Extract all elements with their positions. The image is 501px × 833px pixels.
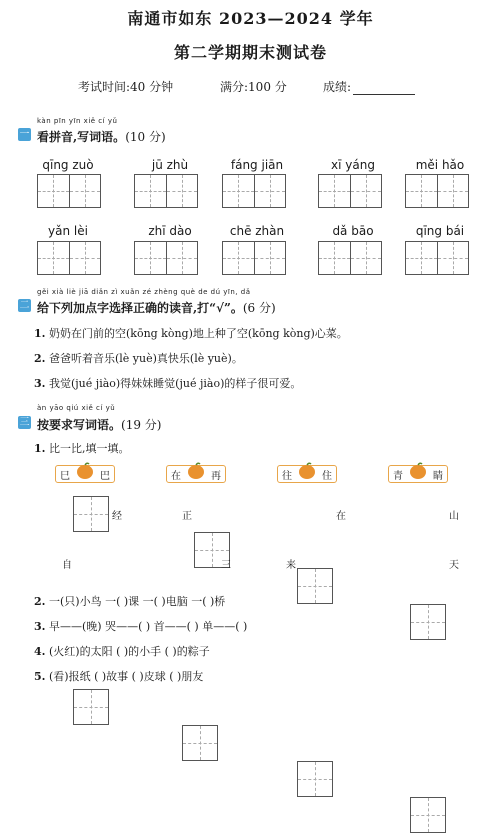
char-b: 巴 <box>100 470 110 482</box>
write-box-b4[interactable] <box>410 797 446 833</box>
word-char-a1: 经 <box>112 511 122 522</box>
word-char-a2: 正 <box>182 511 192 522</box>
char-b: 住 <box>322 470 332 482</box>
q-text: 我觉(jué jiào)得妹妹睡觉(jué jiào)的样子很可爱。 <box>48 377 302 390</box>
compare-pair-4 <box>388 465 448 483</box>
section3-heading <box>37 416 161 433</box>
exam-total-score: 满分:100 分 <box>220 80 287 94</box>
fruit-icon <box>408 461 428 481</box>
word-char-b1: 自 <box>62 560 72 571</box>
exam-title-line2: 第二学期期末测试卷 <box>173 43 327 62</box>
pinyin-2-5: qīng bái <box>415 224 465 238</box>
section1-title: 看拼音,写词语。 <box>37 130 126 144</box>
write-box-a4[interactable] <box>410 604 446 640</box>
answer-grid-2-2[interactable] <box>134 241 198 275</box>
exam-time: 考试时间:40 分钟 <box>78 80 174 94</box>
write-box-b3[interactable] <box>297 761 333 797</box>
pinyin-2-1: yǎn lèi <box>48 224 88 238</box>
q-number: 4. <box>34 645 46 658</box>
answer-grid-1-5[interactable] <box>405 174 469 208</box>
char-b: 再 <box>211 470 221 482</box>
section3-title: 按要求写词语。 <box>37 418 122 432</box>
pinyin-1-3: fáng jiān <box>230 158 284 172</box>
section1-ruby: kàn pīn yīn xiě cí yǔ <box>37 117 118 125</box>
answer-grid-2-5[interactable] <box>405 241 469 275</box>
section2-number: 二 <box>19 300 30 311</box>
answer-grid-1-1[interactable] <box>37 174 101 208</box>
pinyin-2-3: chē zhàn <box>229 224 285 238</box>
fill-question-1 <box>34 440 129 456</box>
pinyin-1-2: jū zhù <box>151 158 189 172</box>
q-text: (看)报纸 ( )故事 ( )皮球 ( )朋友 <box>48 670 204 683</box>
q-text: 一(只)小鸟 一( )课 一( )电脑 一( )桥 <box>48 595 226 608</box>
q-number: 2. <box>34 352 46 365</box>
pinyin-1-4: xī yáng <box>331 158 375 172</box>
fill-question-3 <box>34 618 247 634</box>
word-char-a4: 山 <box>449 511 459 522</box>
section2-ruby: gěi xià liè jiā diǎn zì xuǎn zé zhèng què de dú yīn, dǎ <box>37 288 251 296</box>
write-box-b2[interactable] <box>182 725 218 761</box>
score-blank[interactable] <box>353 94 415 95</box>
word-char-a3: 在 <box>336 511 346 522</box>
char-a: 往 <box>282 470 292 482</box>
fill-question-2 <box>34 593 225 609</box>
fruit-icon <box>297 461 317 481</box>
q-number: 3. <box>34 620 46 633</box>
answer-grid-1-3[interactable] <box>222 174 286 208</box>
answer-grid-1-4[interactable] <box>318 174 382 208</box>
answer-grid-2-1[interactable] <box>37 241 101 275</box>
section2-points: (6 分) <box>242 301 276 315</box>
q-number: 1. <box>34 327 46 340</box>
fruit-icon <box>75 461 95 481</box>
compare-pair-3 <box>277 465 337 483</box>
fruit-icon <box>186 461 206 481</box>
word-char-b3: 来 <box>286 560 296 571</box>
section3-number: 三 <box>19 417 30 428</box>
compare-pair-1 <box>55 465 115 483</box>
q-number: 1. <box>34 442 46 455</box>
section1-number: 一 <box>19 129 30 140</box>
score-label: 成绩: <box>323 80 352 94</box>
section2-heading <box>37 299 276 316</box>
q-text: 奶奶在门前的空(kōng kòng)地上种了空(kōng kòng)心菜。 <box>48 327 348 340</box>
reading-question-2 <box>34 350 243 366</box>
word-char-b2: 三 <box>221 560 231 571</box>
reading-question-1 <box>34 325 348 341</box>
q-text: 比一比,填一填。 <box>48 442 130 455</box>
q-text: 早——(晚) 哭——( ) 首——( ) 单——( ) <box>48 620 248 633</box>
word-char-b4: 天 <box>449 560 459 571</box>
exam-title-line1: 南通市如东 2023—2024 学年 <box>127 9 374 28</box>
write-box-a1[interactable] <box>73 496 109 532</box>
char-b: 睛 <box>433 470 443 482</box>
reading-question-3 <box>34 375 301 391</box>
answer-grid-2-4[interactable] <box>318 241 382 275</box>
fill-question-4 <box>34 643 210 659</box>
q-number: 5. <box>34 670 46 683</box>
q-text: (火红)的太阳 ( )的小手 ( )的粽子 <box>48 645 210 658</box>
section2-title: 给下列加点字选择正确的读音,打“√”。 <box>37 301 243 315</box>
compare-pair-2 <box>166 465 226 483</box>
section1-heading <box>37 128 166 145</box>
pinyin-1-5: měi hǎo <box>415 158 465 172</box>
char-a: 巳 <box>60 470 70 482</box>
answer-grid-1-2[interactable] <box>134 174 198 208</box>
char-a: 在 <box>171 470 181 482</box>
fill-question-5 <box>34 668 203 684</box>
section3-points: (19 分) <box>121 418 162 432</box>
write-box-a3[interactable] <box>297 568 333 604</box>
score-field[interactable] <box>323 78 415 95</box>
pinyin-2-2: zhī dào <box>148 224 192 238</box>
q-text: 爸爸听着音乐(lè yuè)真快乐(lè yuè)。 <box>48 352 243 365</box>
write-box-b1[interactable] <box>73 689 109 725</box>
section3-ruby: àn yāo qiú xiě cí yǔ <box>37 404 116 412</box>
char-a: 青 <box>393 470 403 482</box>
q-number: 2. <box>34 595 46 608</box>
answer-grid-2-3[interactable] <box>222 241 286 275</box>
q-number: 3. <box>34 377 46 390</box>
pinyin-2-4: dǎ bāo <box>332 224 374 238</box>
section1-points: (10 分) <box>125 130 166 144</box>
pinyin-1-1: qīng zuò <box>42 158 94 172</box>
